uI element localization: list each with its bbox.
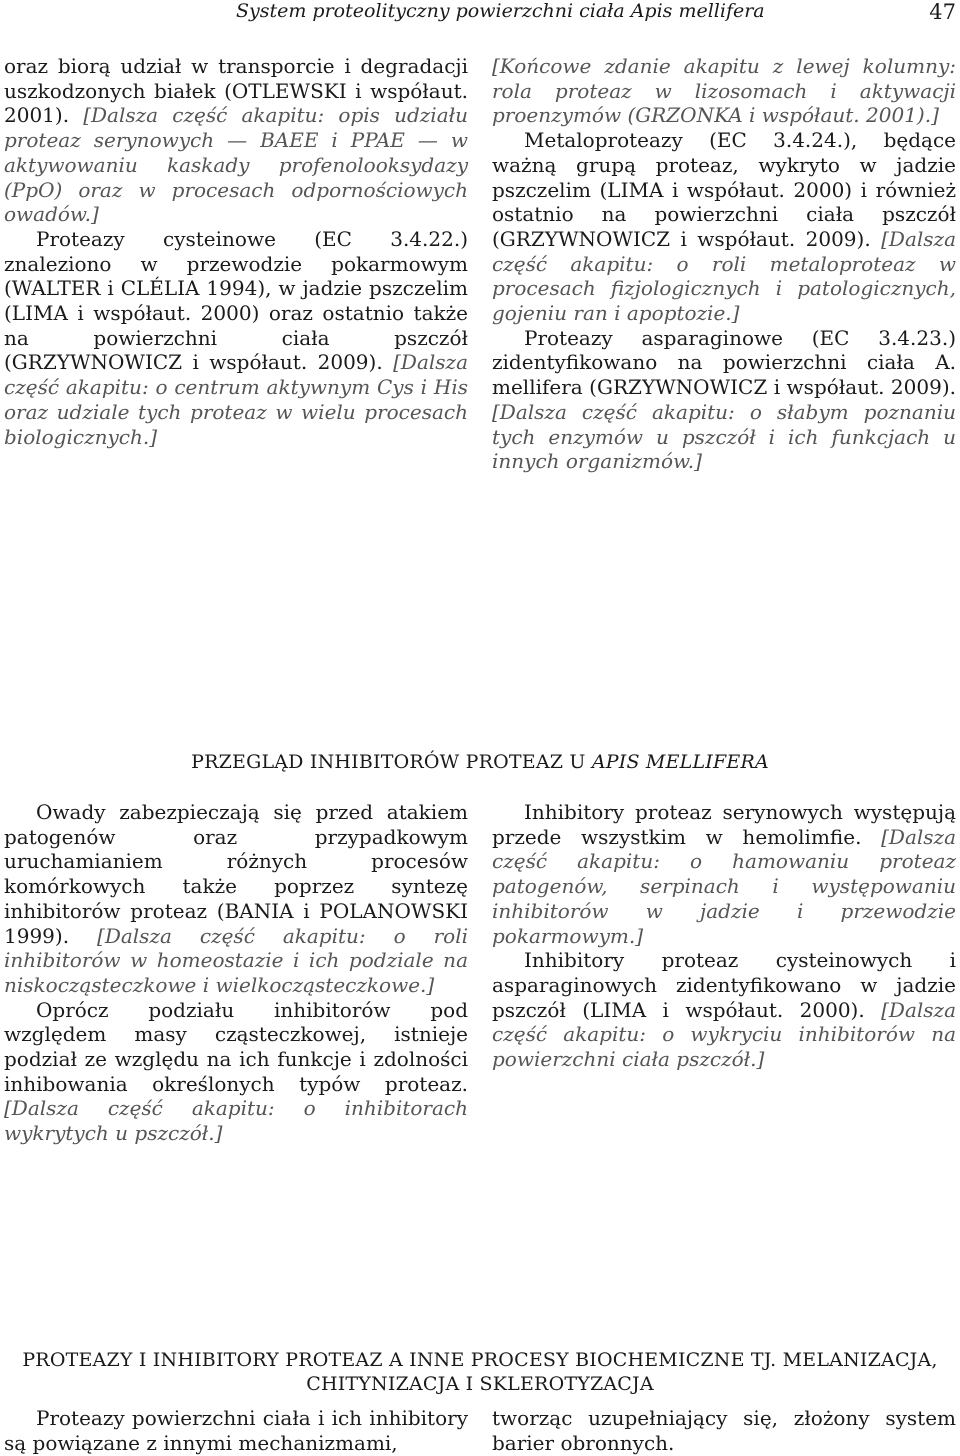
section-3-left-column [4, 1406, 468, 1455]
paragraph-excerpt: Inhibitory proteaz serynowych występują przede wszystkim w hemolimfie. [492, 800, 956, 849]
paragraph-excerpt: Proteazy powierzchni ciała i ich inhibitory są powiązane z innymi mechanizmami, [4, 1406, 468, 1455]
section-heading-inhibitors [4, 750, 956, 774]
paragraph-excerpt: Metaloproteazy (EC 3.4.24.), będące ważną grupą proteaz, wykryto w jadzie pszczelim (LIMA i współaut. 2000) i również ostatnio na powierzchni ciała pszczół (GRZYWNOWICZ i współaut. 2009). [492, 128, 956, 251]
section-heading-line-2: CHITYNIZACJA I SKLEROTYZACJA [306, 1373, 654, 1395]
paragraph-summary: [Dalsza część akapitu: o wykryciu inhibitorów na powierzchni ciała pszczół.] [492, 997, 957, 1072]
paragraph-excerpt: Owady zabezpieczają się przed atakiem patogenów oraz przypadkowym uruchamianiem różnych procesów komórkowych także poprzez syntezę inhibitorów proteaz (BANIA i POLANOWSKI 1999). [4, 800, 468, 948]
paragraph-summary: [Dalsza część akapitu: o roli metaloproteaz w procesach fizjologicznych i patologicznych, gojeniu ran i apoptozie.] [492, 226, 957, 326]
section-1-right-column [492, 54, 956, 474]
section-2-columns [4, 800, 956, 1146]
section-3-right-column [492, 1406, 956, 1455]
paragraph-excerpt: Proteazy cysteinowe (EC 3.4.22.) znaleziono w przewodzie pokarmowym (WALTER i CLÉLIA 1994), w jadzie pszczelim (LIMA i współaut. 2000) oraz ostatnio także na powierzchni ciała pszczół (GRZYWNOWICZ i współaut. 2009). [4, 226, 468, 375]
paragraph-summary: [Dalsza część akapitu: o roli inhibitorów w homeostazie i ich podziale na niskocząsteczkowe i wielkocząsteczkowe.] [4, 923, 468, 997]
paragraph-summary: [Końcowe zdanie akapitu z lewej kolumny: rola proteaz w lizosomach i aktywacji proenzymów (GRZONKA i współaut. 2001).] [492, 54, 956, 128]
paragraph [492, 128, 956, 326]
section-heading-species: APIS MELLIFERA [591, 751, 769, 773]
paragraph-summary: [Dalsza część akapitu: o inhibitorach wykrytych u pszczół.] [4, 1096, 468, 1146]
paragraph [492, 800, 956, 948]
paragraph-excerpt: oraz biorą udział w transporcie i degradacji uszkodzonych białek (OTLEWSKI i współaut. 2001). [4, 54, 468, 128]
paragraph-summary: [Dalsza część akapitu: o centrum aktywnym Cys i His oraz udziale tych proteaz w wielu procesach biologicznych.] [4, 350, 469, 449]
paragraph [4, 800, 468, 998]
section-heading-line-1: PROTEAZY I INHIBITORY PROTEAZ A INNE PROCESY BIOCHEMICZNE TJ. MELANIZACJA, [22, 1349, 938, 1371]
section-3-columns [4, 1406, 956, 1455]
running-head [0, 0, 960, 28]
section-1-left-column [4, 54, 468, 474]
paragraph-summary: [Dalsza część akapitu: opis udziału proteaz serynowych — BAEE i PPAE — w aktywowaniu kaskady profenolooksydazy (PpO) oraz w procesach odpornościowych owadów.] [4, 103, 468, 227]
paragraph [4, 1406, 468, 1455]
paragraph-excerpt: Proteazy asparaginowe (EC 3.4.23.) zidentyfikowano na powierzchni ciała A. mellifera (GRZYWNOWICZ i współaut. 2009). [492, 325, 956, 400]
running-title: System proteolityczny powierzchni ciała Apis mellifera [236, 0, 765, 22]
paragraph [4, 227, 468, 449]
section-2-right-column [492, 800, 956, 1146]
paragraph-excerpt: tworząc uzupełniający się, złożony system barier obronnych. [492, 1406, 956, 1455]
paragraph-summary: [Dalsza część akapitu: o słabym poznaniu tych enzymów u pszczół i ich funkcjach u innych organizmów.] [492, 399, 956, 474]
section-heading-text: PRZEGLĄD INHIBITORÓW PROTEAZ U [191, 751, 592, 773]
section-heading-biochemical-processes [4, 1348, 956, 1396]
paragraph [492, 1406, 956, 1455]
paragraph-summary: [Dalsza część akapitu: o hamowaniu proteaz patogenów, serpinach i występowaniu inhibitorów w jadzie i przewodzie pokarmowym.] [492, 824, 956, 948]
paragraph [492, 54, 956, 128]
paragraph-excerpt: Oprócz podziału inhibitorów pod względem masy cząsteczkowej, istnieje podział ze względu na ich funkcje i zdolności inhibowania określonych typów proteaz. [4, 997, 468, 1096]
page-number: 47 [929, 0, 956, 24]
paragraph [4, 54, 468, 227]
paragraph [4, 998, 468, 1146]
section-2-left-column [4, 800, 468, 1146]
section-1-columns [4, 54, 956, 474]
paragraph [492, 948, 956, 1072]
paragraph-excerpt: Inhibitory proteaz cysteinowych i asparaginowych zidentyfikowano w jadzie pszczół (LIMA i współaut. 2000). [492, 948, 956, 1022]
paragraph [492, 326, 956, 474]
